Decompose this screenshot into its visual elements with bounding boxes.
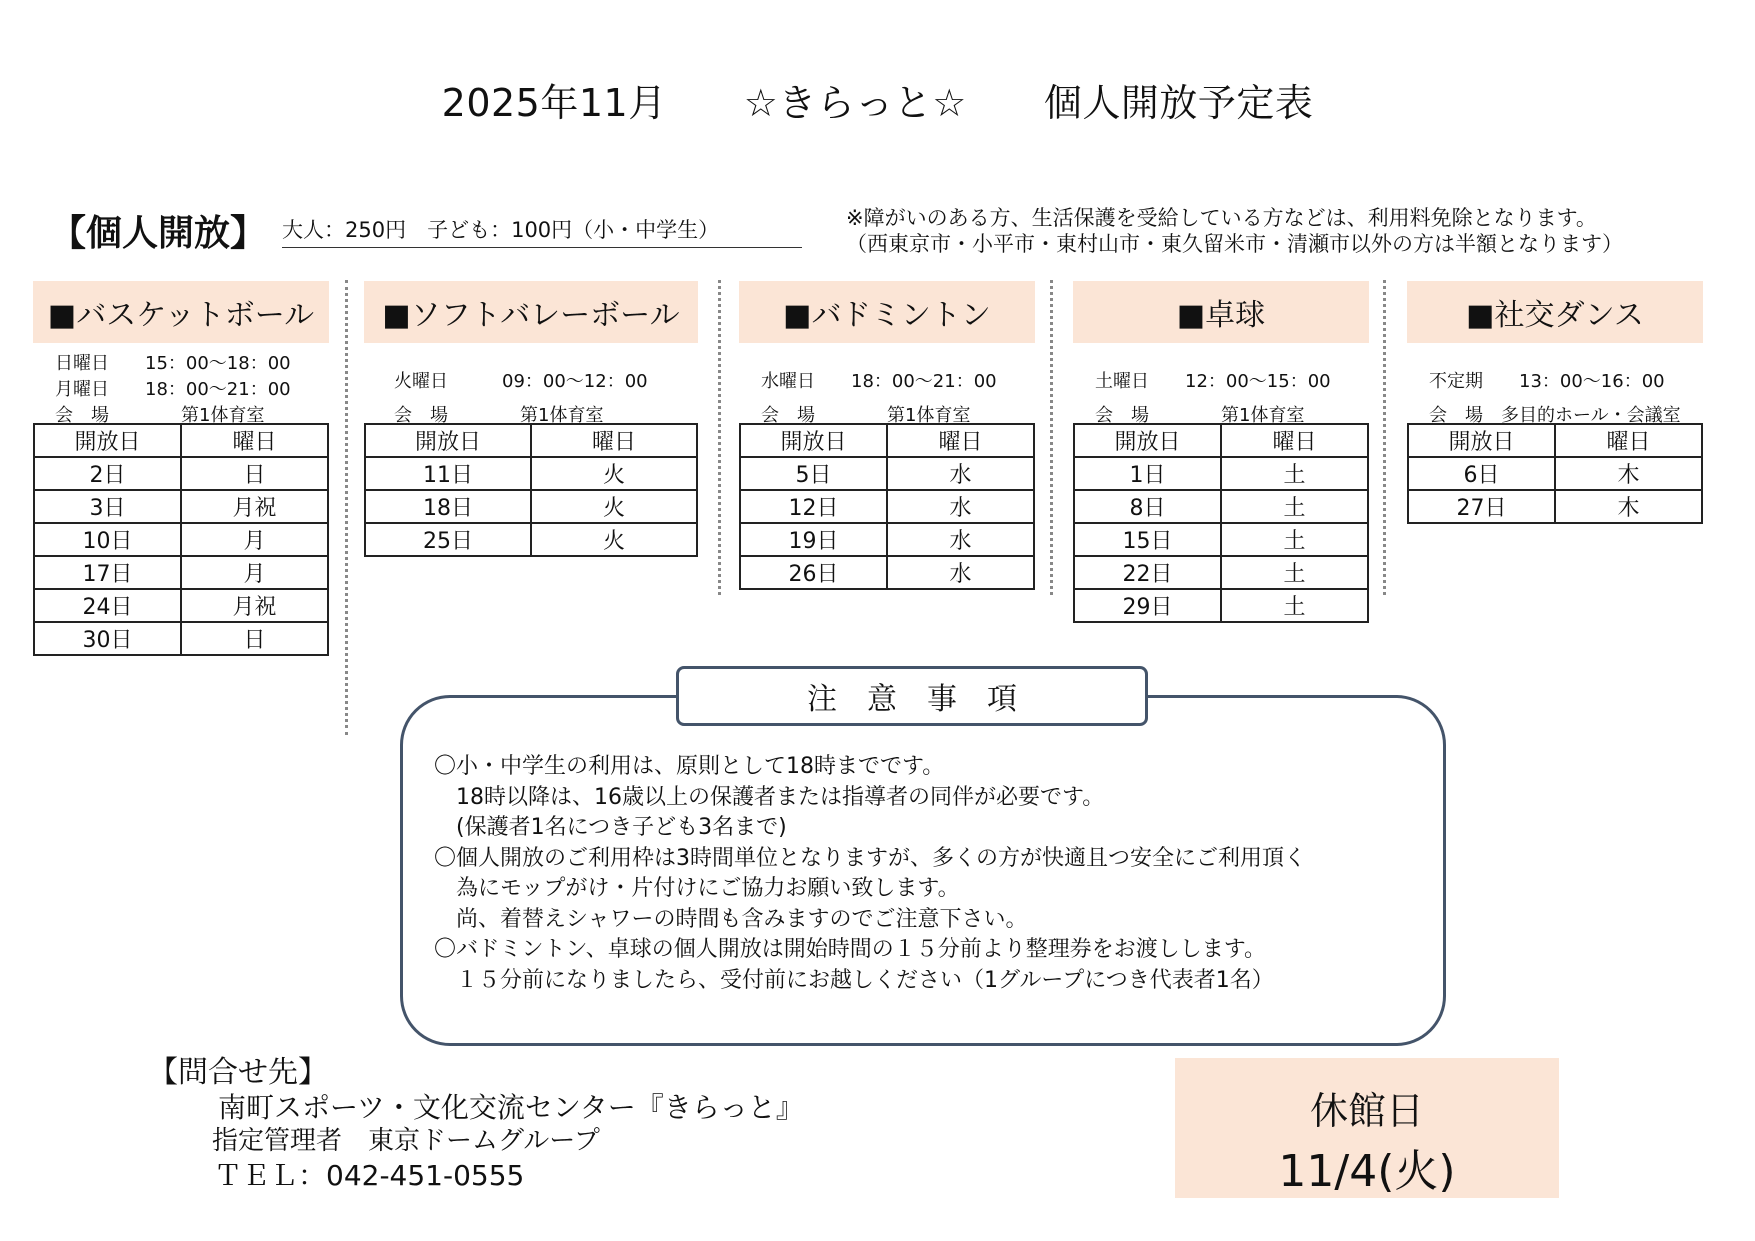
cell-date: 5日 [740, 457, 887, 490]
section-heading: 【個人開放】 [50, 213, 267, 254]
sport-name: ■ソフトバレーボール [364, 281, 698, 343]
sport-info [739, 343, 1035, 426]
header-weekday: 曜日 [1221, 424, 1368, 457]
header-weekday: 曜日 [887, 424, 1034, 457]
cell-weekday: 土 [1221, 589, 1368, 622]
contact-info [148, 1055, 804, 1192]
cell-date: 19日 [740, 523, 887, 556]
table-row [1074, 457, 1368, 490]
notice-line: 〇バドミントン、卓球の個人開放は開始時間の１５分前より整理券をお渡しします。 [434, 937, 1267, 962]
cell-weekday: 水 [887, 490, 1034, 523]
contact-heading: 【問合せ先】 [148, 1055, 328, 1090]
discount-note-2: （西東京市・小平市・東村山市・東久留米市・清瀬市以外の方は半額となります） [846, 232, 1623, 256]
cell-date: 12日 [740, 490, 887, 523]
cell-date: 8日 [1074, 490, 1221, 523]
header-date: 開放日 [1074, 424, 1221, 457]
cell-date: 27日 [1408, 490, 1555, 523]
table-row [365, 457, 697, 490]
contact-facility: 南町スポーツ・文化交流センター『きらっと』 [218, 1091, 804, 1124]
notice-line: 〇個人開放のご利用枠は3時間単位となりますが、多くの方が快適且つ安全にご利用頂く [434, 845, 1307, 871]
column-divider [718, 280, 721, 595]
cell-weekday: 土 [1221, 490, 1368, 523]
table-row [34, 523, 328, 556]
cell-date: 29日 [1074, 589, 1221, 622]
table-row [1074, 523, 1368, 556]
sport-venue: 会 場 多目的ホール・会議室 [1429, 405, 1681, 426]
schedule-table [1073, 423, 1369, 623]
cell-weekday: 火 [531, 457, 697, 490]
sport-venue: 会 場 第1体育室 [55, 405, 265, 426]
sport-column-badminton [739, 281, 1035, 590]
discount-note-1: ※障がいのある方、生活保護を受給している方などは、利用料免除となります。 [846, 206, 1597, 230]
header-weekday: 曜日 [531, 424, 697, 457]
sport-time: 水曜日 18：00～21：00 [761, 371, 997, 392]
header-weekday: 曜日 [1555, 424, 1702, 457]
cell-date: 6日 [1408, 457, 1555, 490]
cell-weekday: 土 [1221, 523, 1368, 556]
cell-date: 25日 [365, 523, 531, 556]
cell-weekday: 木 [1555, 457, 1702, 490]
page-title: 2025年11月 ☆きらっと☆ 個人開放予定表 [441, 81, 1314, 125]
schedule-table [1407, 423, 1703, 524]
table-header-row [365, 424, 697, 457]
cell-weekday: 日 [181, 622, 328, 655]
notice-title: 注意事項 [676, 666, 1148, 726]
cell-weekday: 木 [1555, 490, 1702, 523]
column-divider [345, 280, 348, 735]
cell-weekday: 水 [887, 457, 1034, 490]
header-date: 開放日 [365, 424, 531, 457]
cell-weekday: 土 [1221, 457, 1368, 490]
table-header-row [1074, 424, 1368, 457]
table-row [34, 556, 328, 589]
header-weekday: 曜日 [181, 424, 328, 457]
sport-venue: 会 場 第1体育室 [761, 405, 971, 426]
notice-line: 〇小・中学生の利用は、原則として18時までです。 [434, 754, 945, 779]
sport-time: 火曜日 09：00～12：00 [394, 371, 648, 392]
closed-day-date: 11/4(火) [1278, 1146, 1456, 1197]
cell-weekday: 日 [181, 457, 328, 490]
schedule-table [364, 423, 698, 557]
table-row [1074, 556, 1368, 589]
sport-name: ■社交ダンス [1407, 281, 1703, 343]
contact-manager: 指定管理者 東京ドームグループ [212, 1126, 600, 1156]
table-row [34, 490, 328, 523]
cell-date: 10日 [34, 523, 181, 556]
sport-info [1407, 343, 1703, 426]
cell-weekday: 水 [887, 523, 1034, 556]
sport-name: ■バドミントン [739, 281, 1035, 343]
sport-column-soft-volleyball [364, 281, 698, 557]
table-row [34, 589, 328, 622]
header-date: 開放日 [34, 424, 181, 457]
schedule-table [739, 423, 1035, 590]
cell-weekday: 月祝 [181, 490, 328, 523]
sport-info [33, 343, 329, 426]
sport-venue: 会 場 第1体育室 [394, 405, 604, 426]
table-row [740, 490, 1034, 523]
table-header-row [34, 424, 328, 457]
cell-date: 2日 [34, 457, 181, 490]
notice-line: １５分前になりましたら、受付前にお越しください（1グループにつき代表者1名） [434, 967, 1274, 993]
sport-time: 不定期 13：00～16：00 [1429, 371, 1665, 392]
sport-time: 土曜日 12：00～15：00 [1095, 371, 1331, 392]
table-row [34, 457, 328, 490]
table-header-row [740, 424, 1034, 457]
table-header-row [1408, 424, 1702, 457]
table-row [1408, 490, 1702, 523]
table-row [365, 490, 697, 523]
table-row [34, 622, 328, 655]
closed-day-box [1175, 1058, 1559, 1198]
table-row [740, 523, 1034, 556]
table-row [1408, 457, 1702, 490]
cell-date: 24日 [34, 589, 181, 622]
cell-weekday: 火 [531, 523, 697, 556]
sport-info [1073, 343, 1369, 426]
sport-name: ■卓球 [1073, 281, 1369, 343]
cell-weekday: 火 [531, 490, 697, 523]
column-divider [1383, 280, 1386, 595]
column-divider [1050, 280, 1053, 595]
header-date: 開放日 [1408, 424, 1555, 457]
cell-date: 26日 [740, 556, 887, 589]
sport-time: 月曜日 18：00～21：00 [55, 379, 291, 400]
sport-venue: 会 場 第1体育室 [1095, 405, 1305, 426]
sport-name: ■バスケットボール [33, 281, 329, 343]
sport-column-table-tennis [1073, 281, 1369, 623]
cell-weekday: 土 [1221, 556, 1368, 589]
sport-time: 日曜日 15：00～18：00 [55, 353, 291, 374]
notice-body [434, 752, 1306, 996]
cell-date: 3日 [34, 490, 181, 523]
notice-line: 為にモップがけ・片付けにご協力お願い致します。 [434, 876, 960, 901]
contact-tel: ＴＥＬ：042-451-0555 [214, 1159, 525, 1192]
table-row [1074, 490, 1368, 523]
sport-column-social-dance [1407, 281, 1703, 524]
notice-line: 18時以降は、16歳以上の保護者または指導者の同伴が必要です。 [434, 784, 1105, 810]
cell-date: 22日 [1074, 556, 1221, 589]
cell-date: 1日 [1074, 457, 1221, 490]
cell-weekday: 月 [181, 556, 328, 589]
notice-line: (保護者1名につき子ども3名まで) [434, 815, 787, 840]
closed-day-label: 休館日 [1309, 1089, 1424, 1133]
cell-date: 15日 [1074, 523, 1221, 556]
cell-date: 18日 [365, 490, 531, 523]
cell-weekday: 月祝 [181, 589, 328, 622]
price-info: 大人：250円 子ども：100円（小・中学生） [282, 214, 802, 248]
header-date: 開放日 [740, 424, 887, 457]
sport-info [364, 343, 698, 426]
schedule-table [33, 423, 329, 656]
notice-line: 尚、着替えシャワーの時間も含みますのでご注意下さい。 [434, 906, 1028, 932]
table-row [1074, 589, 1368, 622]
cell-date: 17日 [34, 556, 181, 589]
sport-column-basketball [33, 281, 329, 656]
cell-weekday: 水 [887, 556, 1034, 589]
table-row [740, 556, 1034, 589]
cell-date: 11日 [365, 457, 531, 490]
table-row [740, 457, 1034, 490]
table-row [365, 523, 697, 556]
cell-date: 30日 [34, 622, 181, 655]
cell-weekday: 月 [181, 523, 328, 556]
